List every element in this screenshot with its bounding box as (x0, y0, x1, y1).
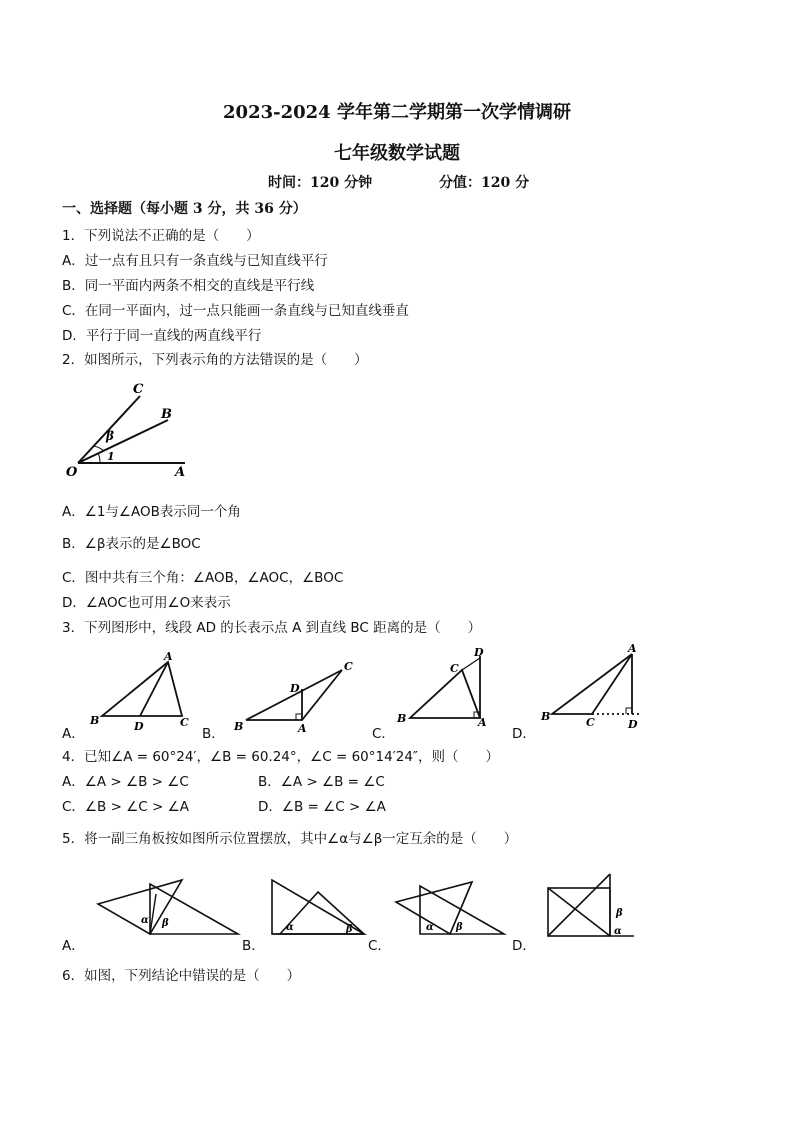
q3-figure-a (88, 648, 198, 733)
q2-option-d: D．∠AOC也可用∠O来表示 (62, 595, 231, 611)
q3b-label-c: C (344, 660, 353, 673)
exam-title: 2023-2024 学年第二学期第一次学情调研 (223, 102, 571, 123)
q3-option-d: D． (512, 726, 536, 742)
q5-option-d: D． (512, 938, 536, 954)
q5-stem: 5．将一副三角板按如图所示位置摆放，其中∠α与∠β一定互余的是（ ） (62, 831, 518, 847)
q4-option-b: B．∠A > ∠B = ∠C (258, 774, 385, 790)
q5c-alpha: α (426, 922, 434, 933)
q3d-label-b: B (541, 710, 551, 723)
q2-label-c: C (133, 382, 144, 397)
q3b-label-b: B (234, 720, 244, 733)
q3a-label-a: A (164, 650, 173, 663)
q3-figure-c (392, 644, 502, 734)
q2-label-beta: β (106, 429, 114, 443)
q5c-beta: β (456, 922, 463, 933)
q3-figure-d (538, 642, 648, 732)
q5-option-b: B． (242, 938, 265, 954)
q5b-alpha: α (286, 922, 294, 933)
q6-stem: 6．如图，下列结论中错误的是（ ） (62, 968, 301, 984)
q3-option-c: C． (372, 726, 395, 742)
q3-stem: 3．下列图形中，线段 AD 的长表示点 A 到直线 BC 距离的是（ ） (62, 620, 482, 636)
q5b-beta: β (346, 924, 353, 935)
exam-subtitle: 七年级数学试题 (334, 143, 460, 164)
q2-option-b: B．∠β表示的是∠BOC (62, 536, 201, 552)
q3d-label-c: C (586, 716, 595, 729)
q5-option-c: C． (368, 938, 391, 954)
section-heading: 一、选择题（每小题 3 分，共 36 分） (62, 201, 307, 217)
q1-stem: 1．下列说法不正确的是（ ） (62, 228, 260, 244)
q5d-beta: β (616, 908, 623, 919)
q3-option-b: B． (202, 726, 225, 742)
q5d-alpha: α (614, 926, 622, 937)
q3-figure-b (230, 656, 360, 736)
q4-option-d: D．∠B = ∠C > ∠A (258, 799, 386, 815)
q4-option-a: A．∠A > ∠B > ∠C (62, 774, 189, 790)
q2-option-a: A．∠1与∠AOB表示同一个角 (62, 504, 241, 520)
q2-stem: 2．如图所示，下列表示角的方法错误的是（ ） (62, 352, 368, 368)
q5a-beta: β (162, 918, 169, 929)
q2-label-1: 1 (107, 450, 115, 463)
q3c-label-d: D (474, 646, 484, 659)
q4-option-c: C．∠B > ∠C > ∠A (62, 799, 189, 815)
q3d-label-a: A (628, 642, 637, 655)
exam-time: 时间：120 分钟 (268, 175, 373, 191)
q3b-label-d: D (290, 682, 300, 695)
q3a-label-d: D (134, 720, 144, 733)
q5-figure-c (392, 874, 512, 944)
q3d-label-d: D (628, 718, 638, 731)
q2-label-o: O (66, 465, 78, 480)
q3c-label-c: C (450, 662, 459, 675)
q2-angle-figure (60, 380, 200, 480)
q3a-label-c: C (180, 716, 189, 729)
q2-label-b: B (161, 407, 172, 422)
q2-label-a: A (175, 465, 186, 480)
q1-option-c: C．在同一平面内，过一点只能画一条直线与已知直线垂直 (62, 303, 409, 319)
q4-stem: 4．已知∠A = 60°24′，∠B = 60.24°，∠C = 60°14′24″，则（ ） (62, 749, 499, 765)
q5a-alpha: α (141, 915, 149, 926)
q1-option-d: D．平行于同一直线的两直线平行 (62, 328, 262, 344)
exam-score: 分值：120 分 (439, 175, 530, 191)
q3-option-a: A． (62, 726, 85, 742)
q3a-label-b: B (90, 714, 100, 727)
q1-option-a: A．过一点有且只有一条直线与已知直线平行 (62, 253, 328, 269)
q3b-label-a: A (298, 722, 307, 735)
q3c-label-b: B (397, 712, 407, 725)
q2-option-c: C．图中共有三个角：∠AOB，∠AOC，∠BOC (62, 570, 344, 586)
q5-figure-d (542, 870, 642, 945)
q5-figure-a (90, 874, 245, 944)
q5-figure-b (264, 874, 374, 944)
q1-option-b: B．同一平面内两条不相交的直线是平行线 (62, 278, 315, 294)
q5-option-a: A． (62, 938, 85, 954)
q3c-label-a: A (478, 716, 487, 729)
